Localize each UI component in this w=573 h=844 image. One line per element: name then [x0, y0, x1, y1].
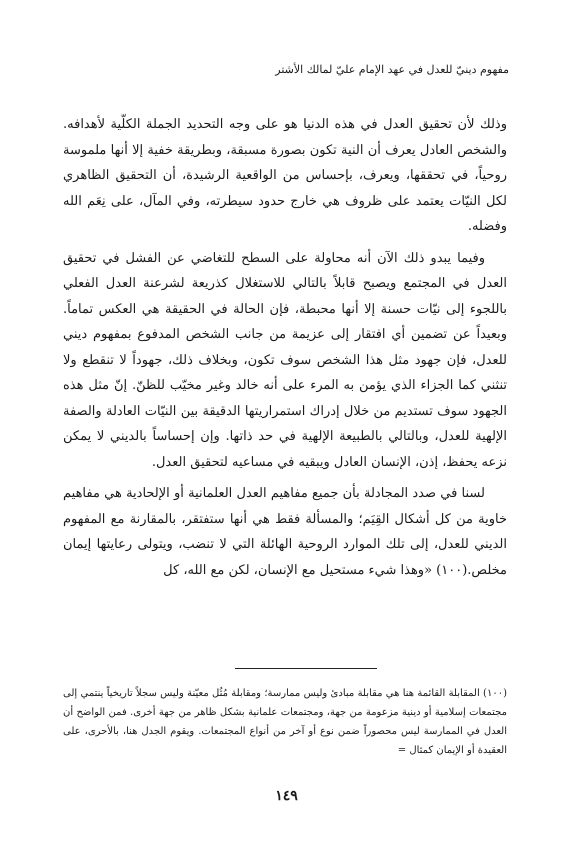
page-number: ١٤٩: [275, 788, 298, 804]
paragraph: وذلك لأن تحقيق العدل في هذه الدنيا هو على وجه التحديد الجملة الكلّية لأهدافه. والشخص العادل يعرف أن النية تكون بصورة مسبقة، وبطريقة خفية إلا أنها ملموسة روحياً، في تحققها، ويعرف، بإحساس من الواقعية الرشيدة، أن التحقيق الظاهري لكل النيّات يعتمد على ظروف هي خارج حدود سيطرته، وفي المآل، على نِعَم الله وفضله.: [63, 117, 507, 234]
footnote-separator: [235, 668, 377, 669]
paragraph: وفيما يبدو ذلك الآن أنه محاولة على السطح للتغاضي عن الفشل في تحقيق العدل في المجتمع ويصبح قابلاً بالتالي للاستغلال كذريعة لشرعنة العدل الفعلي باللجوء إلى نيّات حسنة إلا أنها محبطة، فإن الحالة في الحقيقة هي العكس تماماً. وبعيداً عن تضمين أي افتقار إلى عزيمة من جانب الشخص المدفوع بمفهوم ديني للعدل، فإن جهود مثل هذا الشخص سوف تكون، وبخلاف ذلك، جهوداً لا تنقطع ولا تنثني كما الجزاء الذي يؤمن به المرء على أنه خالد وغير مخيّب للظنّ. إنّ مثل هذه الجهود سوف تستديم من خلال إدراك استمراريتها الدقيقة بين النيّات العادلة والصفة الإلهية للعدل، وبالتالي بالطبيعة الإلهية في حد ذاتها. وإن إحساساً بالديني لا يمكن نزعه يحفظ، إذن، الإنسان العادل ويبقيه في مساعيه لتحقيق العدل.: [63, 250, 507, 470]
main-text: [63, 112, 507, 589]
running-title: مفهوم دينيّ للعدل في عهد الإمام عليّ لمالك الأشتر: [275, 63, 509, 76]
footnote: (١٠٠) المقابلة القائمة هنا هي مقابلة مبادئ وليس ممارسة؛ ومقابلة مُثُل معيّنة وليس سجلاً تاريخياً ينتمي إلى مجتمعات إسلامية أو دينية مزعومة من جهة، ومجتمعات علمانية بشكل ظاهر من جهة أخرى. فمن الواضح أن العدل في الممارسة ليس محصوراً ضمن نوع أو آخر من أنواع المجتمعات. ويقوم الجدل هنا، بالأحرى، على العقيدة أو الإيمان كمثال =: [63, 688, 507, 756]
paragraph: لسنا في صدد المجادلة بأن جميع مفاهيم العدل العلمانية أو الإلحادية هي مفاهيم خاوية من كل أشكال القِيَم؛ والمسألة فقط هي أنها ستفتقر، بالمقارنة مع المفهوم الديني للعدل، إلى تلك الموارد الروحية الهائلة التي لا تنضب، ويتولى رعايتها إيمان مخلص.(١٠٠) «وهذا شيء مستحيل مع الإنسان، لكن مع الله، كل: [63, 486, 507, 578]
footnotes: [63, 684, 507, 760]
